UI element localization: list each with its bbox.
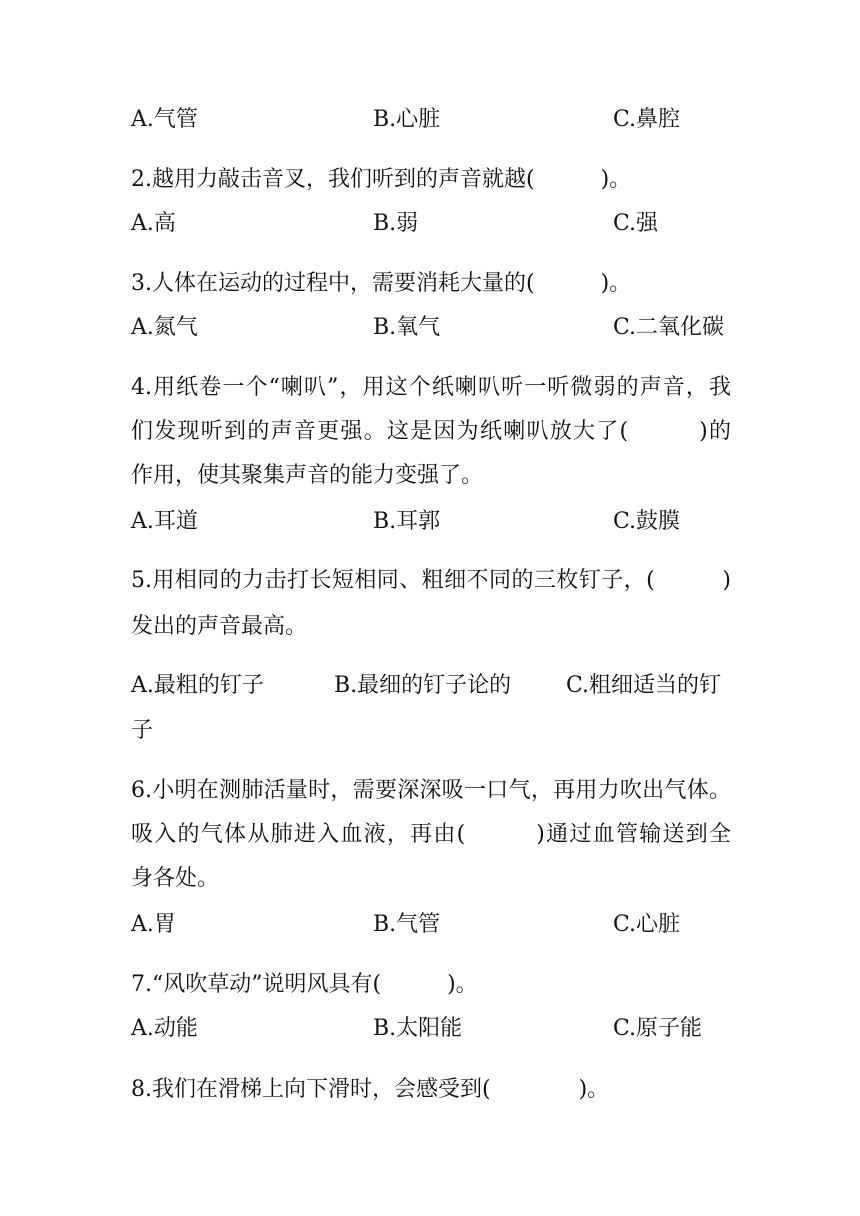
q5-option-c: C.粗细适当的钉 [566, 673, 722, 698]
q1-option-b: B.心脏 [373, 107, 441, 132]
q2-option-c: C.强 [613, 211, 659, 236]
q4-option-c: C.鼓膜 [613, 509, 681, 534]
q5-stem-line-2: 发出的声音最高。 [131, 614, 308, 639]
q5-option-a: A.最粗的钉子 [131, 673, 264, 698]
q1-option-c: C.鼻腔 [613, 107, 681, 132]
q7-stem: 7.“风吹草动”说明风具有( )。 [131, 972, 478, 997]
q2-option-a: A.高 [131, 211, 176, 236]
q5-option-c-wrap: 子 [131, 718, 154, 743]
q1-option-a: A.气管 [131, 107, 198, 132]
q6-option-a: A.胃 [131, 912, 176, 937]
q4-stem-line-1: 4.用纸卷一个“喇叭”，用这个纸喇叭听一听微弱的声音，我 [131, 375, 731, 400]
q3-option-b: B.氧气 [373, 315, 441, 340]
q4-option-b: B.耳郭 [373, 509, 441, 534]
q7-option-b: B.太阳能 [373, 1016, 463, 1041]
q6-stem-line-1: 6.小明在测肺活量时，需要深深吸一口气，再用力吹出气体。 [131, 778, 731, 803]
q2-stem: 2.越用力敲击音叉，我们听到的声音就越( )。 [131, 167, 632, 192]
q6-option-b: B.气管 [373, 912, 441, 937]
q4-option-a: A.耳道 [131, 509, 198, 534]
q7-option-a: A.动能 [131, 1016, 198, 1041]
q6-stem-line-2: 吸入的气体从肺进入血液，再由( )通过血管输送到全 [131, 822, 731, 847]
q3-option-c: C.二氧化碳 [613, 315, 725, 340]
q5-stem-line-1: 5.用相同的力击打长短相同、粗细不同的三枚钉子，( ) [131, 568, 731, 593]
q6-option-c: C.心脏 [613, 912, 681, 937]
q4-stem-line-3: 作用，使其聚集声音的能力变强了。 [131, 463, 484, 488]
q5-option-b: B.最细的钉子论的 [334, 673, 512, 698]
q3-option-a: A.氮气 [131, 315, 198, 340]
q8-stem: 8.我们在滑梯上向下滑时，会感受到( )。 [131, 1077, 610, 1102]
q4-stem-line-2: 们发现听到的声音更强。这是因为纸喇叭放大了( )的 [131, 419, 731, 444]
q3-stem: 3.人体在运动的过程中，需要消耗大量的( )。 [131, 271, 632, 296]
q2-option-b: B.弱 [373, 211, 419, 236]
q6-stem-line-3: 身各处。 [131, 866, 220, 891]
q7-option-c: C.原子能 [613, 1016, 703, 1041]
